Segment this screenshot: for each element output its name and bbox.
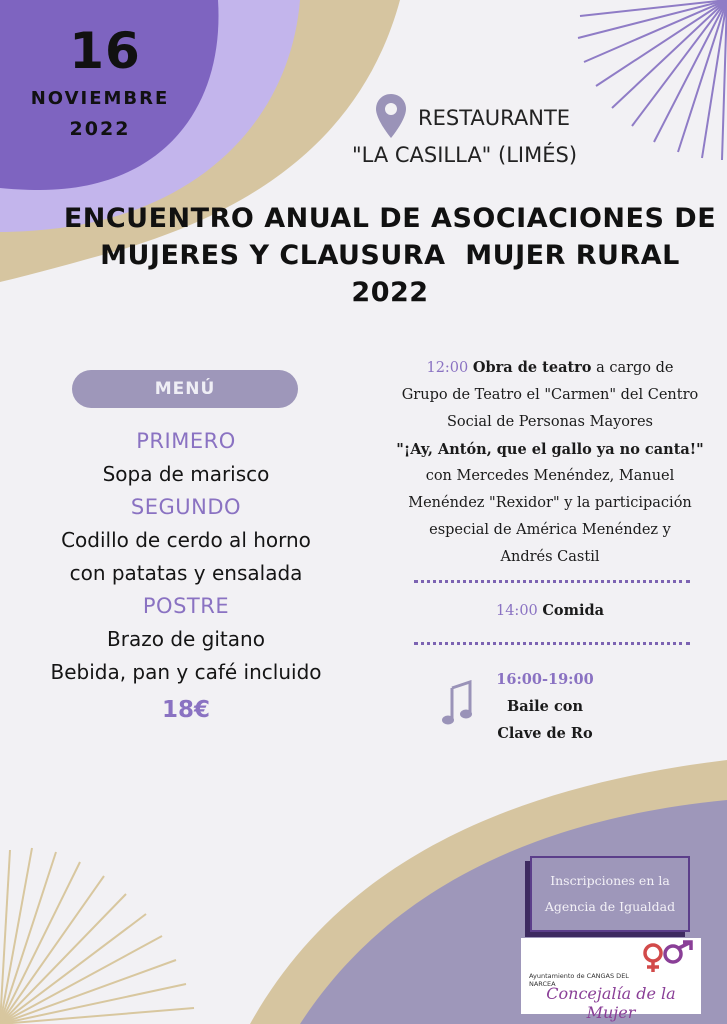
menu-list bbox=[0, 425, 372, 731]
title-line-1: ENCUENTRO ANUAL DE ASOCIACIONES DE bbox=[63, 203, 717, 234]
dotted-divider bbox=[414, 642, 690, 645]
schedule-text: con Mercedes Menéndez, Manuel bbox=[425, 468, 675, 484]
schedule-text: a cargo de bbox=[591, 360, 674, 376]
sunburst-top-right bbox=[578, 0, 727, 160]
event-title bbox=[60, 200, 720, 311]
title-line-2: MUJERES Y CLAUSURA MUJER RURAL bbox=[100, 240, 680, 271]
logo-org: Ayuntamiento de CANGAS DEL NARCEA bbox=[529, 972, 629, 988]
menu-segundo-item-1: Codillo de cerdo al horno bbox=[61, 528, 311, 552]
schedule-time-1: 12:00 bbox=[426, 360, 469, 376]
menu-extras: Bebida, pan y café incluido bbox=[50, 660, 322, 684]
schedule-time-2: 14:00 bbox=[495, 603, 538, 619]
inscriptions-line-2: Agencia de Igualdad bbox=[544, 899, 676, 914]
logo-name: Concejalía de la Mujer bbox=[546, 984, 676, 1022]
menu-postre-label: POSTRE bbox=[142, 594, 230, 618]
venue-place: "LA CASILLA" (LIMÉS) bbox=[352, 143, 578, 167]
menu-primero-label: PRIMERO bbox=[136, 429, 236, 453]
dotted-divider bbox=[414, 580, 690, 583]
date-month: NOVIEMBRE bbox=[30, 88, 170, 109]
schedule-item-dance bbox=[470, 666, 620, 747]
schedule-text: Grupo de Teatro el "Carmen" del Centro bbox=[401, 387, 699, 403]
schedule-item-lunch bbox=[400, 598, 700, 624]
menu-price: 18€ bbox=[161, 697, 210, 723]
sunburst-bottom-left bbox=[0, 848, 194, 1024]
inscriptions-line-1: Inscripciones en la bbox=[550, 873, 670, 888]
schedule-text: especial de América Menéndez y bbox=[429, 522, 671, 538]
concejalia-logo bbox=[521, 938, 701, 1022]
date-day: 16 bbox=[69, 22, 141, 80]
gender-symbols-logo bbox=[639, 940, 695, 974]
inscriptions-box bbox=[530, 856, 690, 932]
menu-postre-item: Brazo de gitano bbox=[107, 627, 265, 651]
schedule-item-theatre bbox=[380, 354, 720, 571]
schedule-text: Andrés Castil bbox=[500, 549, 600, 565]
schedule-text: Menéndez "Rexidor" y la participación bbox=[408, 495, 692, 511]
venue-name: RESTAURANTE bbox=[418, 106, 571, 130]
play-title: "¡Ay, Antón, que el gallo ya no canta!" bbox=[396, 441, 704, 458]
schedule-title-2: Comida bbox=[542, 602, 604, 619]
title-line-3: 2022 bbox=[351, 277, 429, 308]
schedule-text: Clave de Ro bbox=[497, 725, 593, 742]
menu-label: MENÚ bbox=[72, 370, 298, 408]
menu-primero-item: Sopa de marisco bbox=[102, 462, 270, 486]
schedule-title-1: Obra de teatro bbox=[472, 359, 592, 376]
menu-segundo-label: SEGUNDO bbox=[130, 495, 242, 519]
schedule-time-3: 16:00-19:00 bbox=[496, 671, 594, 688]
location-pin-icon bbox=[374, 92, 408, 140]
menu-segundo-item-2: con patatas y ensalada bbox=[69, 561, 303, 585]
schedule-text: Baile con bbox=[507, 698, 583, 715]
schedule-text: Social de Personas Mayores bbox=[447, 414, 653, 430]
date-year: 2022 bbox=[69, 118, 131, 140]
